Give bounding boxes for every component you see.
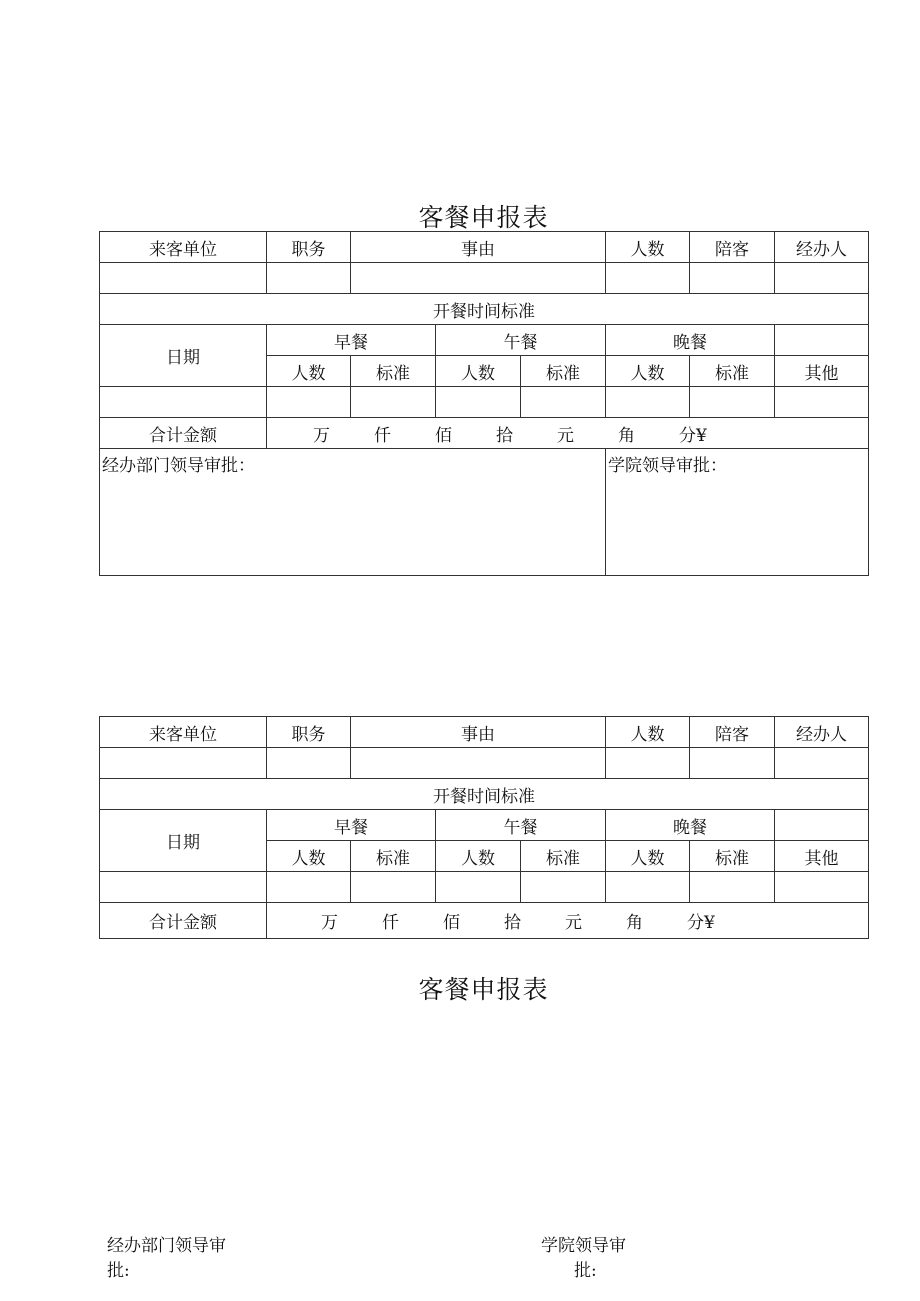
unit-yuan: 元 xyxy=(557,425,574,446)
breakfast-count-field[interactable] xyxy=(267,387,351,418)
sub-header-breakfast-standard: 标准 xyxy=(351,356,436,387)
companion-field[interactable] xyxy=(690,263,775,294)
header-headcount: 人数 xyxy=(606,717,690,748)
breakfast-count-field[interactable] xyxy=(267,872,351,903)
unit-wan: 万 xyxy=(321,913,338,933)
meal-lunch: 午餐 xyxy=(436,325,606,356)
companion-field[interactable] xyxy=(690,748,775,779)
total-label: 合计金额 xyxy=(100,903,267,939)
dinner-count-field[interactable] xyxy=(606,387,690,418)
sub-header-dinner-standard: 标准 xyxy=(690,841,775,872)
unit-fen: 分¥ xyxy=(679,425,707,446)
unit-fen: 分¥ xyxy=(687,913,715,933)
footer-college-line2: 批: xyxy=(574,1261,597,1281)
unit-wan: 万 xyxy=(313,425,330,446)
header-row xyxy=(100,232,869,263)
unit-qian: 仟 xyxy=(382,913,399,933)
dinner-standard-field[interactable] xyxy=(690,872,775,903)
lunch-standard-field[interactable] xyxy=(521,872,606,903)
header-handler: 经办人 xyxy=(775,232,869,263)
sub-header-dinner-count: 人数 xyxy=(606,356,690,387)
date-field[interactable] xyxy=(100,387,267,418)
sub-header-lunch-count: 人数 xyxy=(436,841,521,872)
entry-row xyxy=(100,263,869,294)
sub-header-lunch-standard: 标准 xyxy=(521,841,606,872)
meal-breakfast: 早餐 xyxy=(267,325,436,356)
date-label: 日期 xyxy=(100,810,267,872)
unit-yuan: 元 xyxy=(565,913,582,933)
dinner-standard-field[interactable] xyxy=(690,387,775,418)
meal-lunch: 午餐 xyxy=(436,810,606,841)
total-amount-field[interactable] xyxy=(267,903,869,939)
footer-dept-approval xyxy=(107,1234,226,1284)
header-companion: 陪客 xyxy=(690,232,775,263)
header-row xyxy=(100,717,869,748)
meal-dinner: 晚餐 xyxy=(606,810,775,841)
unit-jiao: 角 xyxy=(626,913,643,933)
college-approval-label: 学院领导审批： xyxy=(608,456,728,476)
sub-header-lunch-count: 人数 xyxy=(436,356,521,387)
date-label: 日期 xyxy=(100,325,267,387)
dept-approval-box[interactable] xyxy=(100,449,606,576)
lunch-count-field[interactable] xyxy=(436,387,521,418)
entry-row xyxy=(100,748,869,779)
header-handler: 经办人 xyxy=(775,717,869,748)
reason-field[interactable] xyxy=(351,748,606,779)
headcount-field[interactable] xyxy=(606,748,690,779)
unit-jiao: 角 xyxy=(618,425,635,446)
section-title: 开餐时间标准 xyxy=(100,779,869,810)
sub-header-lunch-standard: 标准 xyxy=(521,356,606,387)
header-position: 职务 xyxy=(267,232,351,263)
lunch-standard-field[interactable] xyxy=(521,387,606,418)
unit-qian: 仟 xyxy=(374,425,391,446)
sub-header-breakfast-standard: 标准 xyxy=(351,841,436,872)
reason-field[interactable] xyxy=(351,263,606,294)
header-headcount: 人数 xyxy=(606,232,690,263)
meal-blank xyxy=(775,325,869,356)
headcount-field[interactable] xyxy=(606,263,690,294)
meal-breakfast: 早餐 xyxy=(267,810,436,841)
handler-field[interactable] xyxy=(775,263,869,294)
form1-title: 客餐申报表 xyxy=(418,203,549,232)
footer-college-approval xyxy=(541,1234,626,1284)
position-field[interactable] xyxy=(267,263,351,294)
sub-header-other: 其他 xyxy=(775,841,869,872)
other-field[interactable] xyxy=(775,387,869,418)
sub-header-dinner-standard: 标准 xyxy=(690,356,775,387)
sub-header-breakfast-count: 人数 xyxy=(267,356,351,387)
breakfast-standard-field[interactable] xyxy=(351,872,436,903)
sub-header-other: 其他 xyxy=(775,356,869,387)
handler-field[interactable] xyxy=(775,748,869,779)
meal-blank xyxy=(775,810,869,841)
header-guest-unit: 来客单位 xyxy=(100,717,267,748)
unit-shi: 拾 xyxy=(504,913,521,933)
form2-table xyxy=(99,716,869,939)
header-reason: 事由 xyxy=(351,717,606,748)
footer-dept-line2: 批: xyxy=(107,1261,130,1281)
unit-shi: 拾 xyxy=(496,425,513,446)
unit-bai: 佰 xyxy=(435,425,452,446)
footer-dept-line1: 经办部门领导审 xyxy=(107,1236,226,1256)
header-reason: 事由 xyxy=(351,232,606,263)
college-approval-box[interactable] xyxy=(606,449,869,576)
sub-header-breakfast-count: 人数 xyxy=(267,841,351,872)
date-field[interactable] xyxy=(100,872,267,903)
dept-approval-label: 经办部门领导审批： xyxy=(102,456,255,476)
header-position: 职务 xyxy=(267,717,351,748)
dinner-count-field[interactable] xyxy=(606,872,690,903)
second-title: 客餐申报表 xyxy=(418,975,549,1004)
total-label: 合计金额 xyxy=(100,418,267,449)
other-field[interactable] xyxy=(775,872,869,903)
unit-bai: 佰 xyxy=(443,913,460,933)
guest-unit-field[interactable] xyxy=(100,748,267,779)
header-companion: 陪客 xyxy=(690,717,775,748)
lunch-count-field[interactable] xyxy=(436,872,521,903)
header-guest-unit: 来客单位 xyxy=(100,232,267,263)
sub-header-dinner-count: 人数 xyxy=(606,841,690,872)
total-amount-field[interactable] xyxy=(267,418,869,449)
section-title: 开餐时间标准 xyxy=(100,294,869,325)
position-field[interactable] xyxy=(267,748,351,779)
guest-unit-field[interactable] xyxy=(100,263,267,294)
form1-table xyxy=(99,231,869,576)
footer-college-line1: 学院领导审 xyxy=(541,1236,626,1256)
breakfast-standard-field[interactable] xyxy=(351,387,436,418)
meal-dinner: 晚餐 xyxy=(606,325,775,356)
